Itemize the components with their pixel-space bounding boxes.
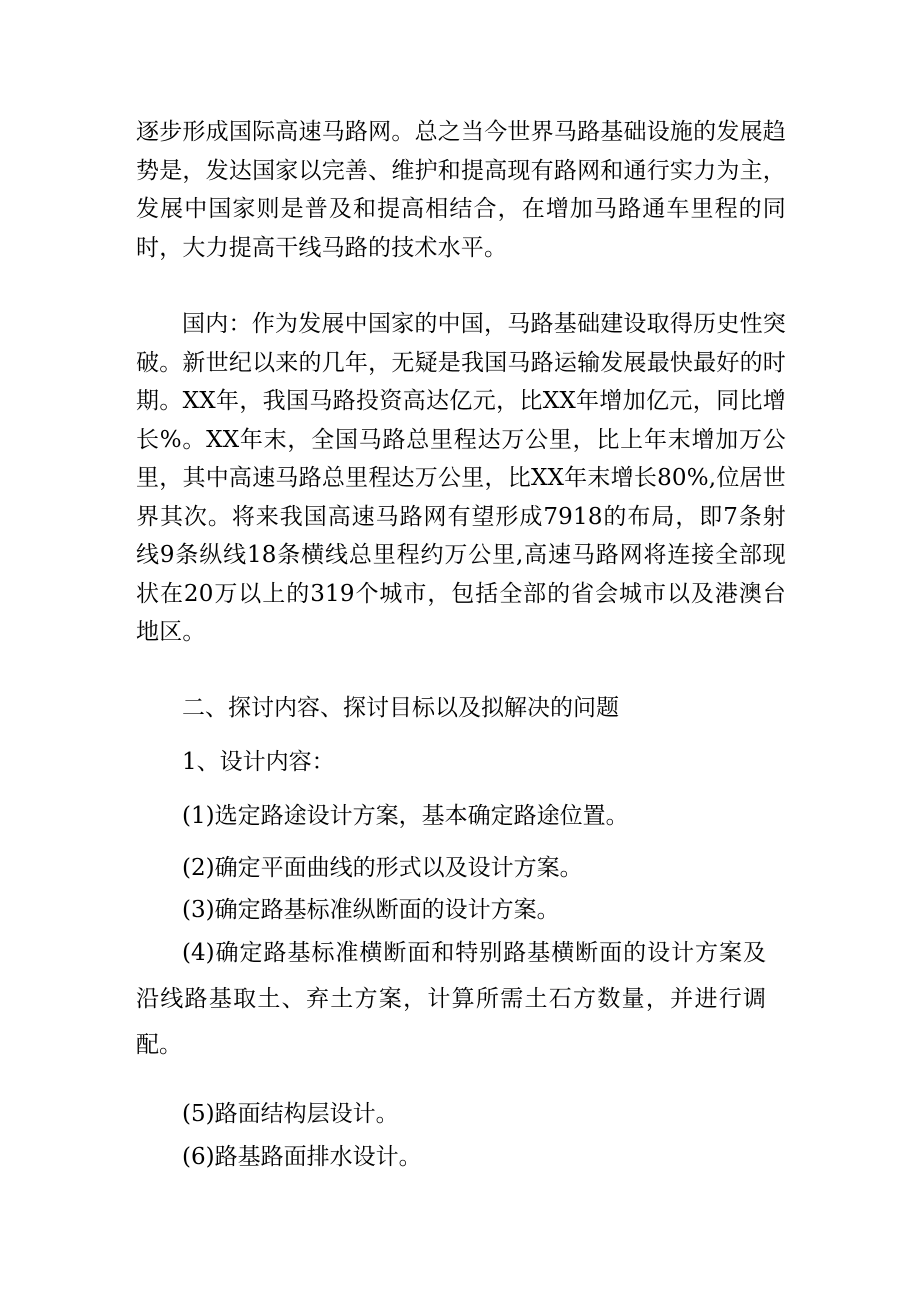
- subsection-heading: 1、设计内容：: [182, 749, 335, 775]
- section-heading: 二、探讨内容、探讨目标以及拟解决的问题: [182, 695, 619, 721]
- paragraph-international-trend: 逐步形成国际高速马路网。总之当今世界马路基础设施的发展趋势是，发达国家以完善、维护和提高现有路网和通行实力为主，发展中国家则是普及和提高相结合，在增加马路通车里程的同时，大力提高干线马路的技术水平。: [136, 119, 786, 261]
- design-item-2: (2)确定平面曲线的形式以及设计方案。: [182, 855, 583, 881]
- design-item-3: (3)确定路基标准纵断面的设计方案。: [182, 897, 560, 923]
- paragraph-domestic: 国内：作为发展中国家的中国，马路基础建设取得历史性突破。新世纪以来的几年，无疑是我国马路运输发展最快最好的时期。XX年，我国马路投资高达亿元，比XX年增加亿元，同比增长%。XX年末，全国马路总里程达万公里，比上年末增加万公里，其中高速马路总里程达万公里，比XX年末增长80%,位居世界其次。将来我国高速马路网有望形成7918的布局，即7条射线9条纵线18条横线总里程约万公里,高速马路网将连接全部现状在20万以上的319个城市，包括全部的省会城市以及港澳台地区。: [136, 311, 786, 645]
- design-item-6: (6)路基路面排水设计。: [182, 1144, 422, 1170]
- design-item-1: (1)选定路途设计方案，基本确定路途位置。: [182, 803, 629, 829]
- design-item-5: (5)路面结构层设计。: [182, 1101, 399, 1127]
- design-item-4: (4)确定路基标准横断面和特别路基横断面的设计方案及沿线路基取土、弃土方案，计算所需土石方数量，并进行调配。: [136, 940, 766, 1058]
